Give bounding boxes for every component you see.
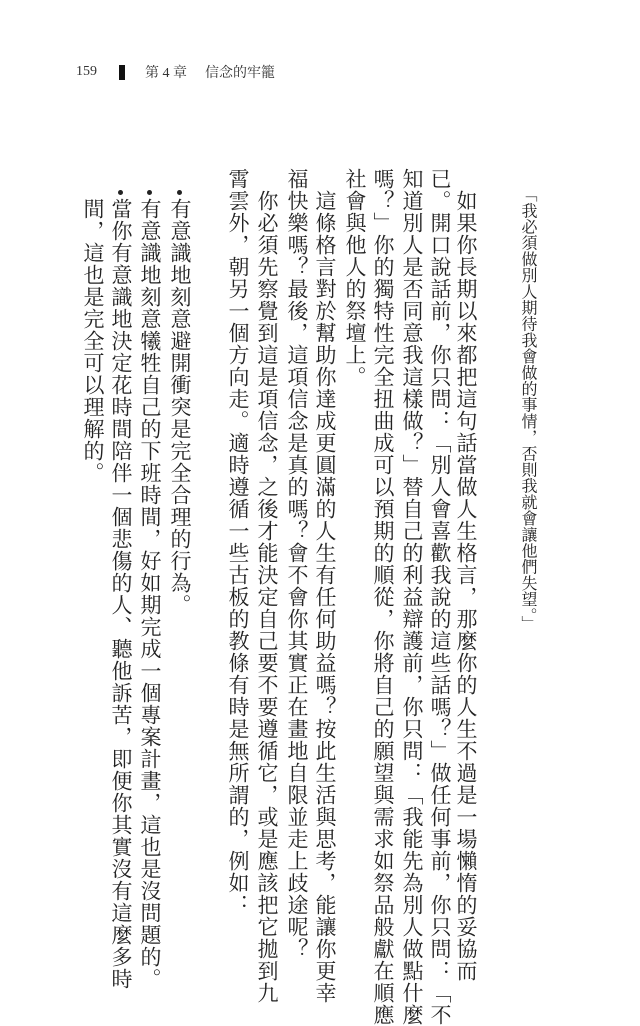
chapter-label: 第 4 章 bbox=[145, 66, 187, 81]
chapter-title: 信念的牢籠 bbox=[205, 66, 275, 81]
text-column: 霄雲外，朝另一個方向走。適時遵循一些古板的教條有時是無所謂的，例如： bbox=[226, 168, 250, 916]
bullet-item: 有意識地刻意避開衝突是完全合理的行為。 bbox=[168, 198, 192, 616]
text-column: 嗎？」你的獨特性完全扭曲成可以預期的順從，你將自己的願望與需求如祭品般獻在順應 bbox=[371, 168, 395, 1026]
text-column: 已。開口說話前，你只問：「別人會喜歡我說的這些話嗎？」做任何事前，你只問：「不 bbox=[428, 168, 452, 1026]
bullet-item: 當你有意識地決定花時間陪伴一個悲傷的人、聽他訴苦，即便你其實沒有這麼多時 bbox=[109, 198, 133, 990]
text-column: 如果你長期以來都把這句話當做人生格言，那麼你的人生不過是一場懶惰的妥協而 bbox=[454, 190, 478, 982]
bullet-item-continuation: 間，這也是完全可以理解的。 bbox=[81, 198, 105, 484]
text-column: 社會與他人的祭壇上。 bbox=[343, 168, 367, 388]
page-number: 159 bbox=[76, 64, 97, 79]
text-column: 你必須先察覺到這是項信念，之後才能決定自己要不要遵循它，或是應該把它拋到九 bbox=[255, 190, 279, 1004]
bullet-dot-icon bbox=[147, 190, 152, 195]
running-header bbox=[76, 62, 275, 82]
bullet-dot-icon bbox=[177, 190, 182, 195]
text-column: 這條格言對於幫助你達成更圓滿的人生有任何助益嗎？按此生活與思考，能讓你更幸 bbox=[313, 190, 337, 1004]
header-divider-bar bbox=[119, 65, 125, 80]
text-column: 福快樂嗎？最後，這項信念是真的嗎？會不會你其實正在畫地自限並走上歧途呢？ bbox=[285, 168, 309, 960]
epigraph-quote: 「我必須做別人期待我會做的事情，否則我就會讓他們失望。」 bbox=[519, 186, 538, 632]
bullet-item: 有意識地刻意犧牲自己的下班時間，好如期完成一個專案計畫，這也是沒問題的。 bbox=[138, 198, 162, 990]
text-column: 知道別人是否同意我這樣做？」替自己的利益辯護前，你只問：「我能先為別人做點什麼 bbox=[400, 168, 424, 1026]
bullet-dot-icon bbox=[118, 190, 123, 195]
